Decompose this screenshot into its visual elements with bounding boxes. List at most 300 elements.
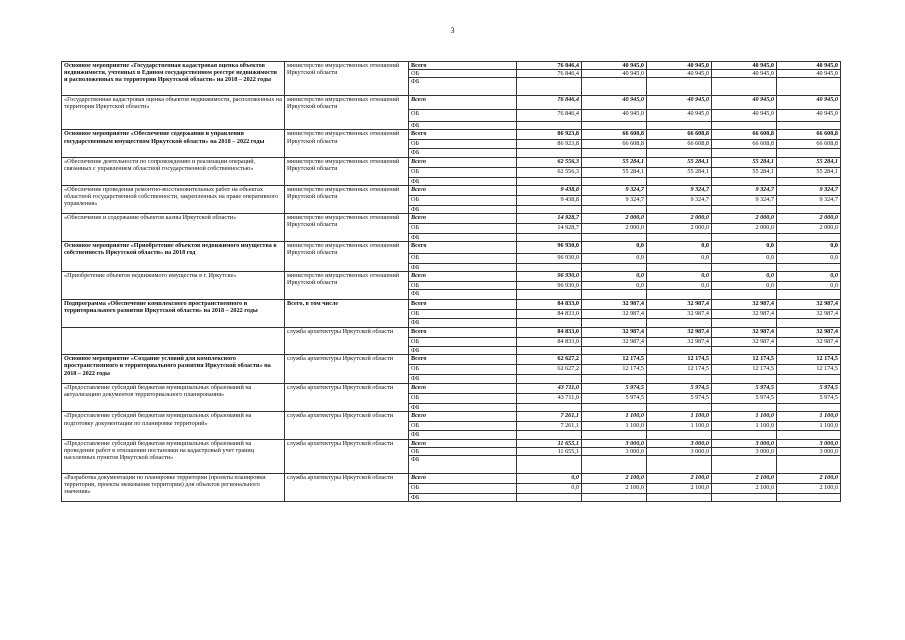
amount-cell: 76 846,4 <box>517 70 582 78</box>
executor-cell: министерство имущественных отношений Иркутской области <box>285 241 409 271</box>
amount-cell <box>647 375 712 384</box>
amount-cell <box>712 431 777 439</box>
amount-cell: 9 438,8 <box>517 195 582 205</box>
amount-cell: 3 000,0 <box>777 439 841 447</box>
amount-cell: 5 974,5 <box>582 384 647 394</box>
activity-name: «Обеспечение деятельности по сопровождению и реализации операций, связанных с управлением областной государственной собственностью» <box>62 157 285 185</box>
amount-cell <box>647 78 712 96</box>
amount-cell: 5 974,5 <box>712 394 777 404</box>
amount-cell: 2 100,0 <box>712 473 777 483</box>
amount-cell <box>647 233 712 241</box>
funding-source: ФБ <box>409 404 517 412</box>
table-row <box>62 439 841 447</box>
amount-cell: 3 000,0 <box>647 439 712 447</box>
amount-cell <box>647 455 712 473</box>
amount-cell <box>517 431 582 439</box>
executor-cell: министерство имущественных отношений Иркутской области <box>285 96 409 130</box>
amount-cell <box>582 233 647 241</box>
amount-cell: 2 100,0 <box>582 473 647 483</box>
amount-cell <box>647 122 712 130</box>
amount-cell <box>517 375 582 384</box>
amount-cell <box>712 78 777 96</box>
amount-cell <box>582 122 647 130</box>
amount-cell: 55 284,1 <box>582 157 647 167</box>
funding-source: ОБ <box>409 167 517 177</box>
amount-cell <box>712 177 777 185</box>
amount-cell: 55 284,1 <box>712 157 777 167</box>
amount-cell: 32 987,4 <box>647 338 712 347</box>
activity-name: «Обеспечение и содержание объектов казны Иркутской области» <box>62 213 285 241</box>
amount-cell: 3 000,0 <box>712 439 777 447</box>
amount-cell: 12 174,5 <box>712 365 777 375</box>
amount-cell <box>777 263 841 271</box>
amount-cell: 40 945,0 <box>647 96 712 110</box>
amount-cell: 9 324,7 <box>712 185 777 195</box>
amount-cell <box>647 347 712 355</box>
amount-cell: 0,0 <box>712 241 777 253</box>
amount-cell <box>582 290 647 300</box>
funding-source: ОБ <box>409 140 517 149</box>
amount-cell: 62 556,3 <box>517 157 582 167</box>
amount-cell: 40 945,0 <box>582 96 647 110</box>
funding-source: ФБ <box>409 290 517 300</box>
amount-cell: 0,0 <box>582 282 647 290</box>
amount-cell <box>777 319 841 328</box>
funding-source: ФБ <box>409 431 517 439</box>
amount-cell <box>647 149 712 157</box>
amount-cell: 3 000,0 <box>582 439 647 447</box>
amount-cell: 2 000,0 <box>582 223 647 233</box>
amount-cell: 32 987,4 <box>647 310 712 319</box>
funding-source: Всего <box>409 412 517 422</box>
amount-cell <box>517 404 582 412</box>
table-row <box>62 300 841 310</box>
amount-cell <box>582 177 647 185</box>
activity-name: Основное мероприятие «Обеспечение содержания и управления государственным имуществом Иркутской области» на 2018 – 2022 годы <box>62 130 285 157</box>
amount-cell: 12 174,5 <box>582 365 647 375</box>
amount-cell: 2 100,0 <box>647 473 712 483</box>
amount-cell <box>777 431 841 439</box>
amount-cell: 9 324,7 <box>712 195 777 205</box>
amount-cell: 55 284,1 <box>712 167 777 177</box>
activity-name: Основное мероприятие «Приобретение объектов недвижимого имущества в собственность Иркутской области» на 2018 год <box>62 241 285 271</box>
amount-cell: 62 627,2 <box>517 365 582 375</box>
amount-cell: 5 974,5 <box>647 384 712 394</box>
amount-cell: 2 100,0 <box>582 483 647 493</box>
amount-cell <box>517 122 582 130</box>
amount-cell: 0,0 <box>777 282 841 290</box>
funding-source: ОБ <box>409 394 517 404</box>
amount-cell: 32 987,4 <box>712 310 777 319</box>
amount-cell: 0,0 <box>582 272 647 282</box>
amount-cell: 1 100,0 <box>647 412 712 422</box>
amount-cell: 5 974,5 <box>582 394 647 404</box>
executor-cell: министерство имущественных отношений Иркутской области <box>285 213 409 241</box>
activity-name: «Разработка документации по планировке территории (проекты планировки территории, проекты межевания территории) для объектов регионального значения» <box>62 473 285 501</box>
funding-source: ФБ <box>409 319 517 328</box>
amount-cell <box>647 493 712 501</box>
table-row <box>62 157 841 167</box>
activity-name: Основное мероприятие «Создание условий для комплексного пространственного и территориального развития Иркутской области» на 2018 – 2022 годы <box>62 355 285 384</box>
amount-cell <box>582 319 647 328</box>
amount-cell: 1 100,0 <box>582 422 647 431</box>
funding-source: ФБ <box>409 78 517 96</box>
executor-cell: служба архитектуры Иркутской области <box>285 439 409 473</box>
amount-cell: 96 930,0 <box>517 272 582 282</box>
amount-cell: 12 174,5 <box>777 355 841 365</box>
amount-cell: 66 608,8 <box>712 130 777 140</box>
amount-cell: 5 974,5 <box>712 384 777 394</box>
amount-cell <box>777 404 841 412</box>
table-row <box>62 213 841 223</box>
table-row <box>62 473 841 483</box>
amount-cell: 40 945,0 <box>582 110 647 122</box>
amount-cell: 9 324,7 <box>582 195 647 205</box>
amount-cell: 86 923,8 <box>517 130 582 140</box>
activity-name: «Предоставление субсидий бюджетам муниципальных образований на подготовку документации по планировке территорий» <box>62 412 285 439</box>
amount-cell: 40 945,0 <box>712 70 777 78</box>
table-row <box>62 328 841 338</box>
amount-cell: 2 100,0 <box>777 473 841 483</box>
budget-table <box>61 61 841 502</box>
amount-cell: 12 174,5 <box>647 365 712 375</box>
amount-cell: 12 174,5 <box>647 355 712 365</box>
table-row <box>62 384 841 394</box>
funding-source: Всего <box>409 272 517 282</box>
amount-cell: 40 945,0 <box>712 62 777 70</box>
amount-cell: 5 974,5 <box>777 394 841 404</box>
amount-cell <box>647 319 712 328</box>
funding-source: ОБ <box>409 483 517 493</box>
amount-cell <box>647 263 712 271</box>
funding-source: ФБ <box>409 455 517 473</box>
amount-cell: 12 174,5 <box>777 365 841 375</box>
amount-cell <box>582 493 647 501</box>
amount-cell: 3 000,0 <box>582 447 647 455</box>
executor-cell: служба архитектуры Иркутской области <box>285 355 409 384</box>
amount-cell <box>712 404 777 412</box>
funding-source: Всего <box>409 473 517 483</box>
amount-cell: 40 945,0 <box>582 70 647 78</box>
amount-cell: 0,0 <box>582 241 647 253</box>
funding-source: Всего <box>409 185 517 195</box>
amount-cell <box>712 122 777 130</box>
amount-cell: 55 284,1 <box>647 157 712 167</box>
amount-cell: 66 608,8 <box>712 140 777 149</box>
amount-cell: 32 987,4 <box>582 338 647 347</box>
amount-cell: 40 945,0 <box>777 70 841 78</box>
amount-cell <box>777 149 841 157</box>
amount-cell: 32 987,4 <box>582 310 647 319</box>
amount-cell: 62 627,2 <box>517 355 582 365</box>
activity-name: Подпрограмма «Обеспечение комплексного пространственного и территориального развития Иркутской области» на 2018 – 2022 годы <box>62 300 285 328</box>
amount-cell <box>777 177 841 185</box>
amount-cell: 40 945,0 <box>777 62 841 70</box>
funding-source: Всего <box>409 355 517 365</box>
amount-cell: 1 100,0 <box>582 412 647 422</box>
amount-cell: 32 987,4 <box>647 328 712 338</box>
amount-cell <box>712 319 777 328</box>
amount-cell: 5 974,5 <box>777 384 841 394</box>
funding-source: ОБ <box>409 365 517 375</box>
amount-cell: 14 928,7 <box>517 223 582 233</box>
amount-cell: 7 261,1 <box>517 422 582 431</box>
activity-name: Основное мероприятие «Государственная кадастровая оценка объектов недвижимости, учтенных в Едином государственном реестре недвижимости и расположенных на территории Иркутской области» на 2018 – 2022 годы <box>62 62 285 96</box>
activity-name: «Предоставление субсидий бюджетам муниципальных образований на проведение работ в отношении постановки на кадастровый учет границ населенных пунктов Иркутской области» <box>62 439 285 473</box>
amount-cell: 32 987,4 <box>647 300 712 310</box>
amount-cell: 9 324,7 <box>777 185 841 195</box>
funding-source: Всего <box>409 96 517 110</box>
amount-cell <box>712 205 777 213</box>
amount-cell <box>582 404 647 412</box>
amount-cell <box>582 375 647 384</box>
funding-source: ФБ <box>409 205 517 213</box>
funding-source: Всего <box>409 328 517 338</box>
amount-cell: 0,0 <box>647 272 712 282</box>
amount-cell: 55 284,1 <box>647 167 712 177</box>
amount-cell <box>777 122 841 130</box>
funding-source: Всего <box>409 62 517 70</box>
executor-cell: служба архитектуры Иркутской области <box>285 384 409 412</box>
amount-cell <box>647 177 712 185</box>
amount-cell <box>712 375 777 384</box>
amount-cell: 0,0 <box>777 272 841 282</box>
amount-cell: 2 100,0 <box>777 483 841 493</box>
table-row <box>62 241 841 253</box>
activity-name <box>62 328 285 355</box>
executor-cell: служба архитектуры Иркутской области <box>285 412 409 439</box>
amount-cell: 66 608,8 <box>777 140 841 149</box>
amount-cell: 76 846,4 <box>517 62 582 70</box>
funding-source: Всего <box>409 384 517 394</box>
funding-source: ОБ <box>409 422 517 431</box>
amount-cell: 2 100,0 <box>647 483 712 493</box>
executor-cell: министерство имущественных отношений Иркутской области <box>285 272 409 300</box>
amount-cell: 2 000,0 <box>777 223 841 233</box>
amount-cell: 32 987,4 <box>712 328 777 338</box>
amount-cell <box>517 177 582 185</box>
amount-cell: 55 284,1 <box>582 167 647 177</box>
amount-cell <box>517 493 582 501</box>
amount-cell: 0,0 <box>647 253 712 263</box>
amount-cell: 2 000,0 <box>712 223 777 233</box>
funding-source: Всего <box>409 300 517 310</box>
amount-cell: 2 000,0 <box>647 223 712 233</box>
amount-cell: 1 100,0 <box>712 422 777 431</box>
funding-source: ФБ <box>409 375 517 384</box>
funding-source: ФБ <box>409 263 517 271</box>
amount-cell <box>517 319 582 328</box>
amount-cell: 40 945,0 <box>582 62 647 70</box>
page-number: 3 <box>450 26 455 35</box>
amount-cell: 2 000,0 <box>712 213 777 223</box>
amount-cell: 62 556,3 <box>517 167 582 177</box>
executor-cell: служба архитектуры Иркутской области <box>285 328 409 355</box>
amount-cell: 84 833,0 <box>517 328 582 338</box>
amount-cell: 14 928,7 <box>517 213 582 223</box>
amount-cell <box>712 455 777 473</box>
amount-cell <box>582 431 647 439</box>
table-row <box>62 62 841 70</box>
funding-source: ОБ <box>409 70 517 78</box>
amount-cell: 32 987,4 <box>582 328 647 338</box>
amount-cell <box>712 263 777 271</box>
funding-source: ОБ <box>409 253 517 263</box>
amount-cell <box>517 290 582 300</box>
amount-cell: 84 833,0 <box>517 310 582 319</box>
amount-cell: 9 324,7 <box>777 195 841 205</box>
amount-cell: 0,0 <box>647 241 712 253</box>
amount-cell: 3 000,0 <box>712 447 777 455</box>
amount-cell: 1 100,0 <box>647 422 712 431</box>
amount-cell <box>647 431 712 439</box>
funding-source: Всего <box>409 241 517 253</box>
amount-cell: 76 846,4 <box>517 96 582 110</box>
executor-cell: министерство имущественных отношений Иркутской области <box>285 157 409 185</box>
activity-name: «Предоставление субсидий бюджетам муниципальных образований на актуализацию документов территориального планирования» <box>62 384 285 412</box>
funding-source: Всего <box>409 157 517 167</box>
amount-cell: 40 945,0 <box>777 96 841 110</box>
amount-cell: 40 945,0 <box>647 70 712 78</box>
amount-cell: 66 608,8 <box>647 130 712 140</box>
amount-cell: 9 324,7 <box>647 185 712 195</box>
funding-source: ФБ <box>409 233 517 241</box>
executor-cell: служба архитектуры Иркутской области <box>285 473 409 501</box>
amount-cell: 0,0 <box>517 483 582 493</box>
funding-source: Всего <box>409 213 517 223</box>
funding-source: ФБ <box>409 177 517 185</box>
funding-source: Всего <box>409 439 517 447</box>
amount-cell: 86 923,8 <box>517 140 582 149</box>
table-row <box>62 185 841 195</box>
amount-cell: 96 930,0 <box>517 282 582 290</box>
amount-cell: 2 000,0 <box>777 213 841 223</box>
amount-cell: 1 100,0 <box>712 412 777 422</box>
amount-cell <box>777 455 841 473</box>
funding-source: ОБ <box>409 223 517 233</box>
amount-cell: 7 261,1 <box>517 412 582 422</box>
amount-cell: 32 987,4 <box>777 300 841 310</box>
funding-source: ФБ <box>409 149 517 157</box>
amount-cell: 5 974,5 <box>647 394 712 404</box>
amount-cell: 12 174,5 <box>712 355 777 365</box>
amount-cell: 11 655,1 <box>517 447 582 455</box>
amount-cell: 32 987,4 <box>712 338 777 347</box>
amount-cell: 0,0 <box>712 282 777 290</box>
amount-cell: 84 833,0 <box>517 300 582 310</box>
amount-cell <box>517 149 582 157</box>
amount-cell: 2 000,0 <box>647 213 712 223</box>
amount-cell: 84 833,0 <box>517 338 582 347</box>
funding-source: ОБ <box>409 282 517 290</box>
funding-source: ОБ <box>409 338 517 347</box>
amount-cell: 3 000,0 <box>777 447 841 455</box>
amount-cell <box>712 233 777 241</box>
amount-cell <box>777 375 841 384</box>
amount-cell <box>582 263 647 271</box>
executor-cell: министерство имущественных отношений Иркутской области <box>285 62 409 96</box>
amount-cell <box>712 493 777 501</box>
amount-cell: 12 174,5 <box>582 355 647 365</box>
table-row <box>62 272 841 282</box>
amount-cell: 32 987,4 <box>777 338 841 347</box>
executor-cell: министерство имущественных отношений Иркутской области <box>285 185 409 213</box>
amount-cell: 1 100,0 <box>777 412 841 422</box>
amount-cell: 0,0 <box>777 241 841 253</box>
amount-cell <box>582 149 647 157</box>
funding-source: ФБ <box>409 347 517 355</box>
amount-cell: 66 608,8 <box>582 140 647 149</box>
table-row <box>62 412 841 422</box>
amount-cell <box>777 347 841 355</box>
amount-cell: 32 987,4 <box>582 300 647 310</box>
amount-cell: 32 987,4 <box>777 310 841 319</box>
amount-cell <box>777 78 841 96</box>
amount-cell: 96 930,0 <box>517 253 582 263</box>
amount-cell <box>777 205 841 213</box>
amount-cell: 55 284,1 <box>777 167 841 177</box>
amount-cell: 40 945,0 <box>647 110 712 122</box>
activity-name: «Обеспечение проведения ремонтно-восстановительных работ на объектах областной государственной собственности, закрепленных на праве оперативного управления» <box>62 185 285 213</box>
amount-cell <box>517 263 582 271</box>
activity-name: «Государственная кадастровая оценка объектов недвижимости, расположенных на территории Иркутской области» <box>62 96 285 130</box>
amount-cell: 32 987,4 <box>777 328 841 338</box>
amount-cell <box>517 347 582 355</box>
amount-cell: 9 438,8 <box>517 185 582 195</box>
amount-cell: 1 100,0 <box>777 422 841 431</box>
amount-cell: 0,0 <box>582 253 647 263</box>
amount-cell <box>517 233 582 241</box>
amount-cell <box>777 233 841 241</box>
amount-cell: 40 945,0 <box>777 110 841 122</box>
amount-cell: 2 100,0 <box>712 483 777 493</box>
amount-cell <box>647 205 712 213</box>
amount-cell: 0,0 <box>517 473 582 483</box>
amount-cell <box>777 290 841 300</box>
amount-cell: 66 608,8 <box>777 130 841 140</box>
amount-cell <box>582 347 647 355</box>
amount-cell: 32 987,4 <box>712 300 777 310</box>
amount-cell: 3 000,0 <box>647 447 712 455</box>
executor-cell: Всего, в том числе <box>285 300 409 328</box>
amount-cell: 0,0 <box>712 253 777 263</box>
table-row <box>62 96 841 110</box>
amount-cell <box>777 493 841 501</box>
amount-cell: 55 284,1 <box>777 157 841 167</box>
amount-cell: 11 655,1 <box>517 439 582 447</box>
amount-cell: 40 945,0 <box>647 62 712 70</box>
table-row <box>62 355 841 365</box>
funding-source: ОБ <box>409 447 517 455</box>
amount-cell: 40 945,0 <box>712 96 777 110</box>
amount-cell <box>647 290 712 300</box>
funding-source: ОБ <box>409 195 517 205</box>
amount-cell: 66 608,8 <box>582 130 647 140</box>
amount-cell: 0,0 <box>777 253 841 263</box>
amount-cell <box>647 404 712 412</box>
amount-cell: 96 930,0 <box>517 241 582 253</box>
amount-cell <box>712 347 777 355</box>
amount-cell <box>582 78 647 96</box>
amount-cell: 40 945,0 <box>712 110 777 122</box>
amount-cell <box>582 205 647 213</box>
funding-source: Всего <box>409 130 517 140</box>
activity-name: «Приобретение объектов недвижимого имущества в г. Иркутске» <box>62 272 285 300</box>
amount-cell <box>582 455 647 473</box>
funding-source: ФБ <box>409 493 517 501</box>
funding-source: ОБ <box>409 110 517 122</box>
amount-cell: 0,0 <box>647 282 712 290</box>
